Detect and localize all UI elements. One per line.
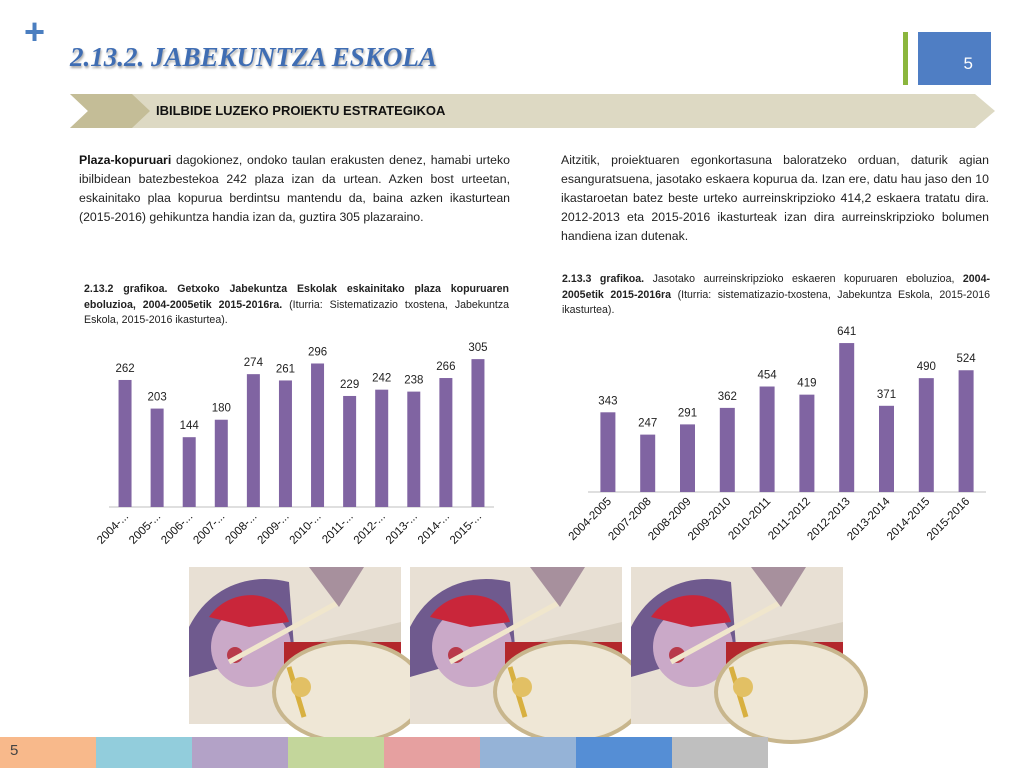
category-tick-label: 2014-2015 [885, 495, 933, 544]
left-paragraph-lead: Plaza-kopuruari [79, 153, 172, 167]
category-tick-label: 2007-2008 [606, 495, 654, 544]
page-number-box [918, 32, 991, 85]
chart-bar [959, 370, 974, 492]
page-number: 5 [963, 54, 973, 73]
plaza-count-chart [92, 342, 502, 560]
chart-bar [247, 374, 260, 507]
data-label: 296 [307, 346, 328, 359]
footer-stripe [576, 737, 672, 768]
drummer-illustration-2 [410, 567, 622, 724]
left-paragraph-body: dagokionez, ondoko taulan erakusten denez, hamabi urteko ibilbidean batezbestekoa 242 plaza izan da urtean. Azken bost urteetan, eskainitako plaa kopurua berdintsu mantendu da, baina azken ikasturtean (2015-2016) gehikuntza handia izan da, guztira 305 plazaraino. [79, 153, 510, 224]
chart-bar [471, 359, 484, 507]
category-tick-label: 2012-2013 [805, 495, 853, 544]
category-tick-label: 2007-... [191, 510, 228, 547]
data-label: 180 [211, 402, 231, 415]
right-caption-source: (Iturria: sistematizazio-txostena, Jabekuntza Eskola, 2015-2016 ikasturtea). [562, 288, 990, 316]
category-tick-label: 2005-... [127, 510, 164, 547]
category-tick-label: 2004-... [95, 510, 132, 547]
left-caption-source: (Iturria: Sistematizazio txostena, Jabekuntza Eskola, 2015-2016 ikasturtea). [84, 298, 510, 326]
chart-bar [600, 412, 615, 492]
category-tick-label: 2011-2012 [766, 495, 814, 543]
chart-bar [343, 396, 356, 507]
data-label: 274 [243, 357, 263, 370]
chart-bar [439, 378, 452, 507]
right-caption-range: 2004-2005etik 2015-2016ra [562, 273, 990, 301]
data-label: 262 [115, 362, 135, 375]
left-paragraph [79, 151, 510, 227]
chart-bar [279, 380, 292, 507]
category-tick-label: 2015-2016 [924, 495, 973, 544]
chart-bar [375, 390, 388, 507]
chart-bar [183, 437, 196, 507]
category-tick-label: 2014-... [415, 510, 452, 547]
plus-icon: + [24, 11, 46, 52]
footer-page-number: 5 [10, 742, 19, 759]
data-label: 266 [436, 361, 456, 374]
category-tick-label: 2010-2011 [726, 495, 774, 543]
chart-bar [680, 424, 695, 492]
data-label: 242 [372, 372, 392, 385]
right-paragraph: Aitzitik, proiektuaren egonkortasuna baloratzeko orduan, daturik agian esanguratsuena, jasotako eskaera kopurua da. Izan ere, datu hau jaso den 10 ikastaroetan batez beste urteko aurreinskripzioko 414,2 eskaera tratatu dira. 2012-2013 eta 2015-2016 ikasturteak izan dira aurreinskripzioko bolumen handiena izan dutenak. [561, 153, 989, 243]
accent-divider [903, 32, 908, 85]
footer-stripe [96, 737, 192, 768]
data-label: 247 [638, 417, 658, 430]
data-label: 144 [179, 420, 199, 433]
right-chart-caption [562, 272, 990, 319]
chart-bar [311, 363, 324, 507]
category-tick-label: 2013-... [383, 510, 420, 547]
chart-bar [720, 408, 735, 492]
data-label: 490 [916, 361, 936, 374]
drummer-illustration-1 [189, 567, 401, 724]
category-tick-label: 2015-... [448, 510, 485, 547]
chart-bar [151, 409, 164, 507]
chart-bar [407, 392, 420, 507]
chart-bar [919, 378, 934, 492]
drummer-illustration-3 [631, 567, 843, 724]
data-label: 641 [837, 326, 857, 339]
preregistration-chart [566, 325, 998, 560]
category-tick-label: 2009-... [255, 510, 292, 547]
data-label: 362 [717, 390, 737, 403]
data-label: 261 [275, 363, 296, 376]
data-label: 371 [876, 388, 897, 401]
left-chart-caption [84, 282, 509, 329]
chart-bar [839, 343, 854, 492]
chart-bar [119, 380, 132, 507]
footer-color-stripes [0, 737, 768, 768]
data-label: 419 [797, 377, 817, 390]
chart-bar [760, 387, 775, 492]
footer-stripe [384, 737, 480, 768]
data-label: 305 [468, 342, 488, 355]
category-tick-label: 2010-... [287, 510, 324, 547]
data-label: 343 [598, 395, 618, 408]
chart-bar [215, 420, 228, 507]
data-label: 524 [956, 353, 976, 366]
footer-stripe [480, 737, 576, 768]
category-tick-label: 2012-... [351, 510, 388, 547]
data-label: 291 [677, 407, 698, 420]
footer-stripe [192, 737, 288, 768]
page-title: 2.13.2. JABEKUNTZA ESKOLA [70, 42, 437, 72]
category-tick-label: 2008-2009 [646, 495, 694, 544]
chart-bar [640, 435, 655, 492]
chart-bar [799, 395, 814, 492]
data-label: 454 [757, 369, 777, 382]
data-label: 238 [404, 374, 424, 387]
footer-stripe [672, 737, 768, 768]
category-tick-label: 2006-... [159, 510, 196, 547]
category-tick-label: 2011-... [320, 510, 356, 547]
category-tick-label: 2013-2014 [845, 495, 893, 544]
data-label: 203 [147, 391, 167, 404]
category-tick-label: 2008-... [223, 510, 260, 547]
footer-stripe [288, 737, 384, 768]
category-tick-label: 2004-2005 [566, 495, 615, 544]
data-label: 229 [340, 378, 360, 391]
right-caption-mid: Jasotako aurreinskripzioko eskaeren kopuruaren eboluzioa, [644, 273, 963, 285]
left-caption-lead: 2.13.2 grafikoa. Getxoko Jabekuntza Eskolak eskainitako plaza kopuruaren eboluzioa, 2004-2005etik 2015-2016ra. [84, 283, 509, 311]
right-caption-lead: 2.13.3 grafikoa. [562, 273, 645, 285]
chart-bar [879, 406, 894, 492]
category-tick-label: 2009-2010 [686, 495, 734, 544]
section-banner-label: IBILBIDE LUZEKO PROIEKTU ESTRATEGIKOA [156, 103, 446, 118]
